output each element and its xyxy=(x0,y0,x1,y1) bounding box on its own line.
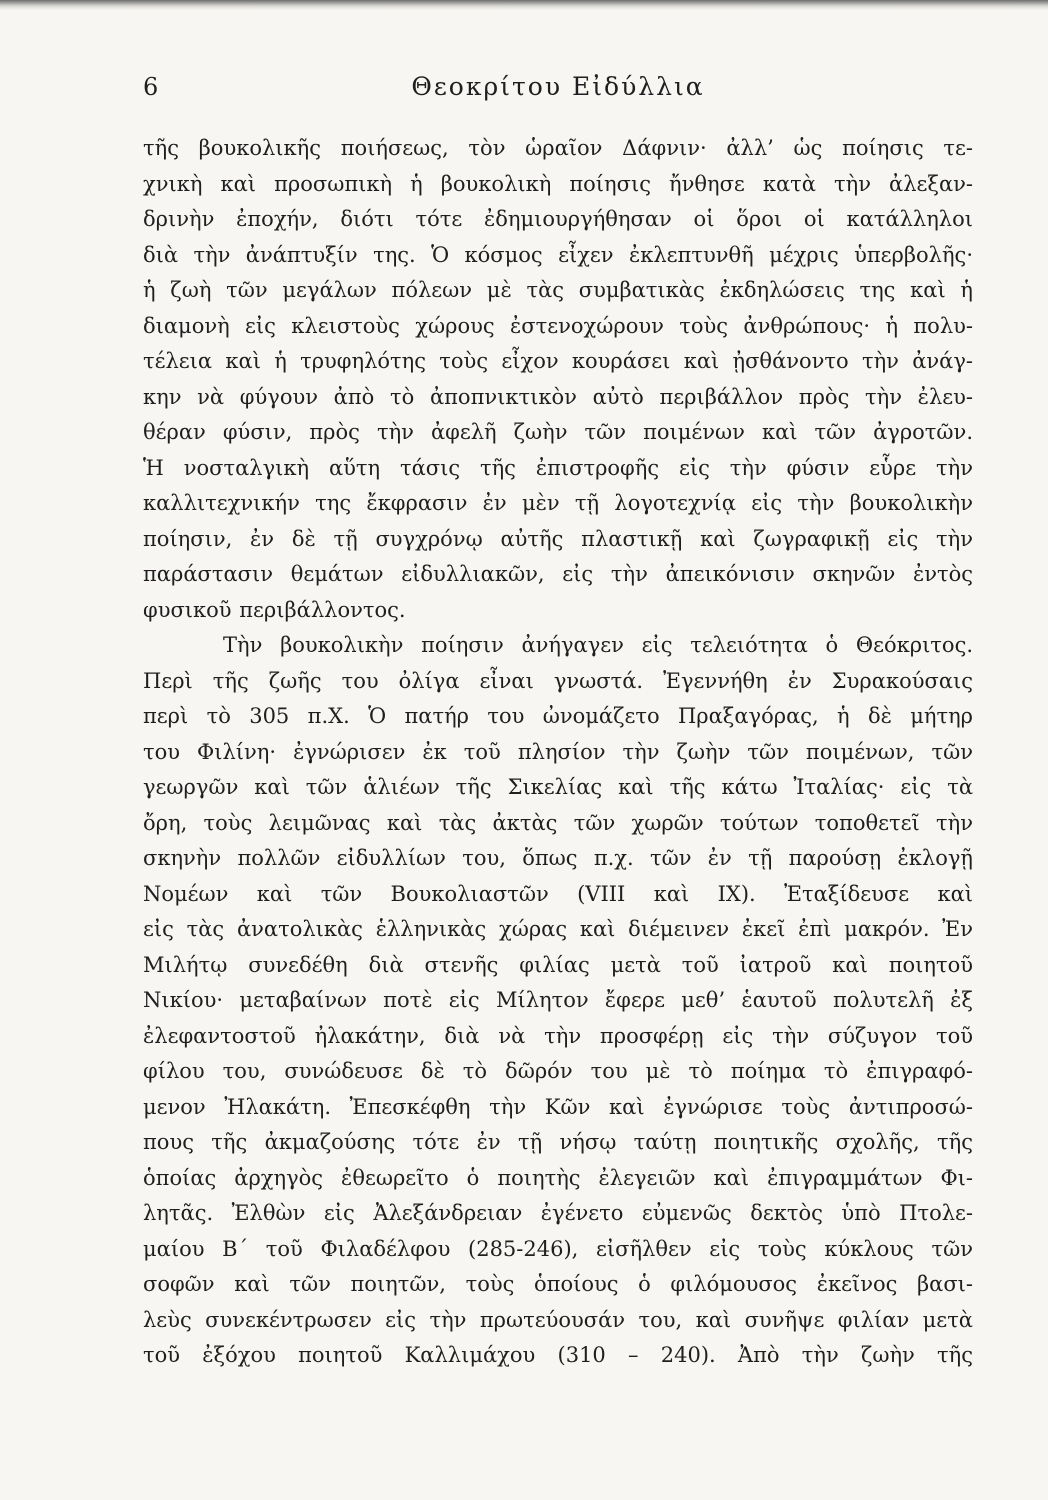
text-line: φυσικοῦ περιβάλλοντος. xyxy=(143,597,406,622)
text-line: τοῦ ἐξόχου ποιητοῦ Καλλιμάχου (310 – 240). Ἀπὸ τὴν ζωὴν τῆς xyxy=(143,1343,973,1367)
text-line: θέραν φύσιν, πρὸς τὴν ἀφελῆ ζωὴν τῶν ποιμένων καὶ τῶν ἀγροτῶν. xyxy=(143,420,973,444)
text-line: ἡ ζωὴ τῶν μεγάλων πόλεων μὲ τὰς συμβατικὰς ἐκδηλώσεις της καὶ ἡ xyxy=(143,278,973,302)
text-line: σοφῶν καὶ τῶν ποιητῶν, τοὺς ὁποίους ὁ φιλόμουσος ἐκεῖνος βασι- xyxy=(143,1272,973,1296)
text-line: διὰ τὴν ἀνάπτυξίν της. Ὁ κόσμος εἶχεν ἐκλεπτυνθῆ μέχρις ὑπερβολῆς· xyxy=(143,242,973,267)
text-line: δρινὴν ἐποχήν, διότι τότε ἐδημιουργήθησαν οἱ ὅροι οἱ κατάλληλοι xyxy=(143,207,973,231)
text-line: Νικίου· μεταβαίνων ποτὲ εἰς Μίλητον ἔφερε μεθ’ ἑαυτοῦ πολυτελῆ ἐξ xyxy=(143,988,973,1012)
text-line: λητᾶς. Ἐλθὼν εἰς Ἀλεξάνδρειαν ἐγένετο εὐμενῶς δεκτὸς ὑπὸ Πτολε- xyxy=(143,1201,973,1225)
text-line: Ἡ νοσταλγικὴ αὕτη τάσις τῆς ἐπιστροφῆς εἰς τὴν φύσιν εὗρε τὴν xyxy=(143,455,973,480)
text-line: ποίησιν, ἐν δὲ τῇ συγχρόνῳ αὐτῆς πλαστικῇ καὶ ζωγραφικῇ εἰς τὴν xyxy=(143,526,973,551)
page-number: 6 xyxy=(143,73,159,101)
text-line: ὄρη, τοὺς λειμῶνας καὶ τὰς ἀκτὰς τῶν χωρῶν τούτων τοποθετεῖ τὴν xyxy=(143,810,973,835)
text-line: χνικὴ καὶ προσωπικὴ ἡ βουκολικὴ ποίησις ἤνθησε κατὰ τὴν ἀλεξαν- xyxy=(143,171,973,196)
text-line: σκηνὴν πολλῶν εἰδυλλίων του, ὅπως π.χ. τῶν ἐν τῇ παρούσῃ ἐκλογῇ xyxy=(143,846,973,870)
text-line: διαμονὴ εἰς κλειστοὺς χώρους ἐστενοχώρουν τοὺς ἀνθρώπους· ἡ πολυ- xyxy=(143,313,973,338)
text-line: περὶ τὸ 305 π.Χ. Ὁ πατήρ του ὠνομάζετο Πραξαγόρας, ἡ δὲ μήτηρ xyxy=(143,704,973,728)
text-line: πους τῆς ἀκμαζούσης τότε ἐν τῇ νήσῳ ταύτῃ ποιητικῆς σχολῆς, τῆς xyxy=(143,1130,973,1154)
text-line: Νομέων καὶ τῶν Βουκολιαστῶν (VIII καὶ IX). Ἐταξίδευσε καὶ xyxy=(143,881,973,906)
text-line: μενον Ἠλακάτη. Ἐπεσκέφθη τὴν Κῶν καὶ ἐγνώρισε τοὺς ἀντιπροσώ- xyxy=(143,1094,973,1119)
text-line: εἰς τὰς ἀνατολικὰς ἑλληνικὰς χώρας καὶ διέμεινεν ἐκεῖ ἐπὶ μακρόν. Ἐν xyxy=(143,917,973,941)
scan-top-edge xyxy=(0,0,1048,10)
text-line: καλλιτεχνικήν της ἔκφρασιν ἐν μὲν τῇ λογοτεχνίᾳ εἰς τὴν βουκολικὴν xyxy=(143,491,973,515)
text-line: τέλεια καὶ ἡ τρυφηλότης τοὺς εἶχον κουράσει καὶ ᾐσθάνοντο τὴν ἀνάγ- xyxy=(143,349,973,373)
text-line: του Φιλίνη· ἐγνώρισεν ἐκ τοῦ πλησίον τὴν ζωὴν τῶν ποιμένων, τῶν xyxy=(143,739,973,764)
text-line: τῆς βουκολικῆς ποιήσεως, τὸν ὡραῖον Δάφνιν· ἀλλ’ ὡς ποίησις τε- xyxy=(143,136,973,160)
text-line: ὁποίας ἀρχηγὸς ἐθεωρεῖτο ὁ ποιητὴς ἐλεγειῶν καὶ ἐπιγραμμάτων Φι- xyxy=(143,1165,973,1190)
text-line: λεὺς συνεκέντρωσεν εἰς τὴν πρωτεύουσάν του, καὶ συνῆψε φιλίαν μετὰ xyxy=(143,1307,973,1332)
page-header xyxy=(143,72,973,106)
text-line: φίλου του, συνώδευσε δὲ τὸ δῶρόν του μὲ τὸ ποίημα τὸ ἐπιγραφό- xyxy=(143,1059,973,1083)
text-line: Μιλήτῳ συνεδέθη διὰ στενῆς φιλίας μετὰ τοῦ ἰατροῦ καὶ ποιητοῦ xyxy=(143,952,973,977)
body-text xyxy=(143,131,973,1374)
text-line: κην νὰ φύγουν ἀπὸ τὸ ἀποπνικτικὸν αὐτὸ περιβάλλον πρὸς τὴν ἐλευ- xyxy=(143,384,973,409)
text-line: μαίου Β΄ τοῦ Φιλαδέλφου (285-246), εἰσῆλθεν εἰς τοὺς κύκλους τῶν xyxy=(143,1236,973,1261)
text-line: ἐλεφαντοστοῦ ἠλακάτην, διὰ νὰ τὴν προσφέρῃ εἰς τὴν σύζυγον τοῦ xyxy=(143,1023,973,1048)
text-line: Περὶ τῆς ζωῆς του ὀλίγα εἶναι γνωστά. Ἐγεννήθη ἐν Συρακούσαις xyxy=(143,668,973,693)
text-line: παράστασιν θεμάτων εἰδυλλιακῶν, εἰς τὴν ἀπεικόνισιν σκηνῶν ἐντὸς xyxy=(143,562,973,586)
running-title: Θεοκρίτου Εἰδύλλια xyxy=(411,72,705,101)
paragraph-start-line: Τὴν βουκολικὴν ποίησιν ἀνήγαγεν εἰς τελειότητα ὁ Θεόκριτος. xyxy=(223,633,973,657)
text-line: γεωργῶν καὶ τῶν ἁλιέων τῆς Σικελίας καὶ τῆς κάτω Ἰταλίας· εἰς τὰ xyxy=(143,775,973,799)
